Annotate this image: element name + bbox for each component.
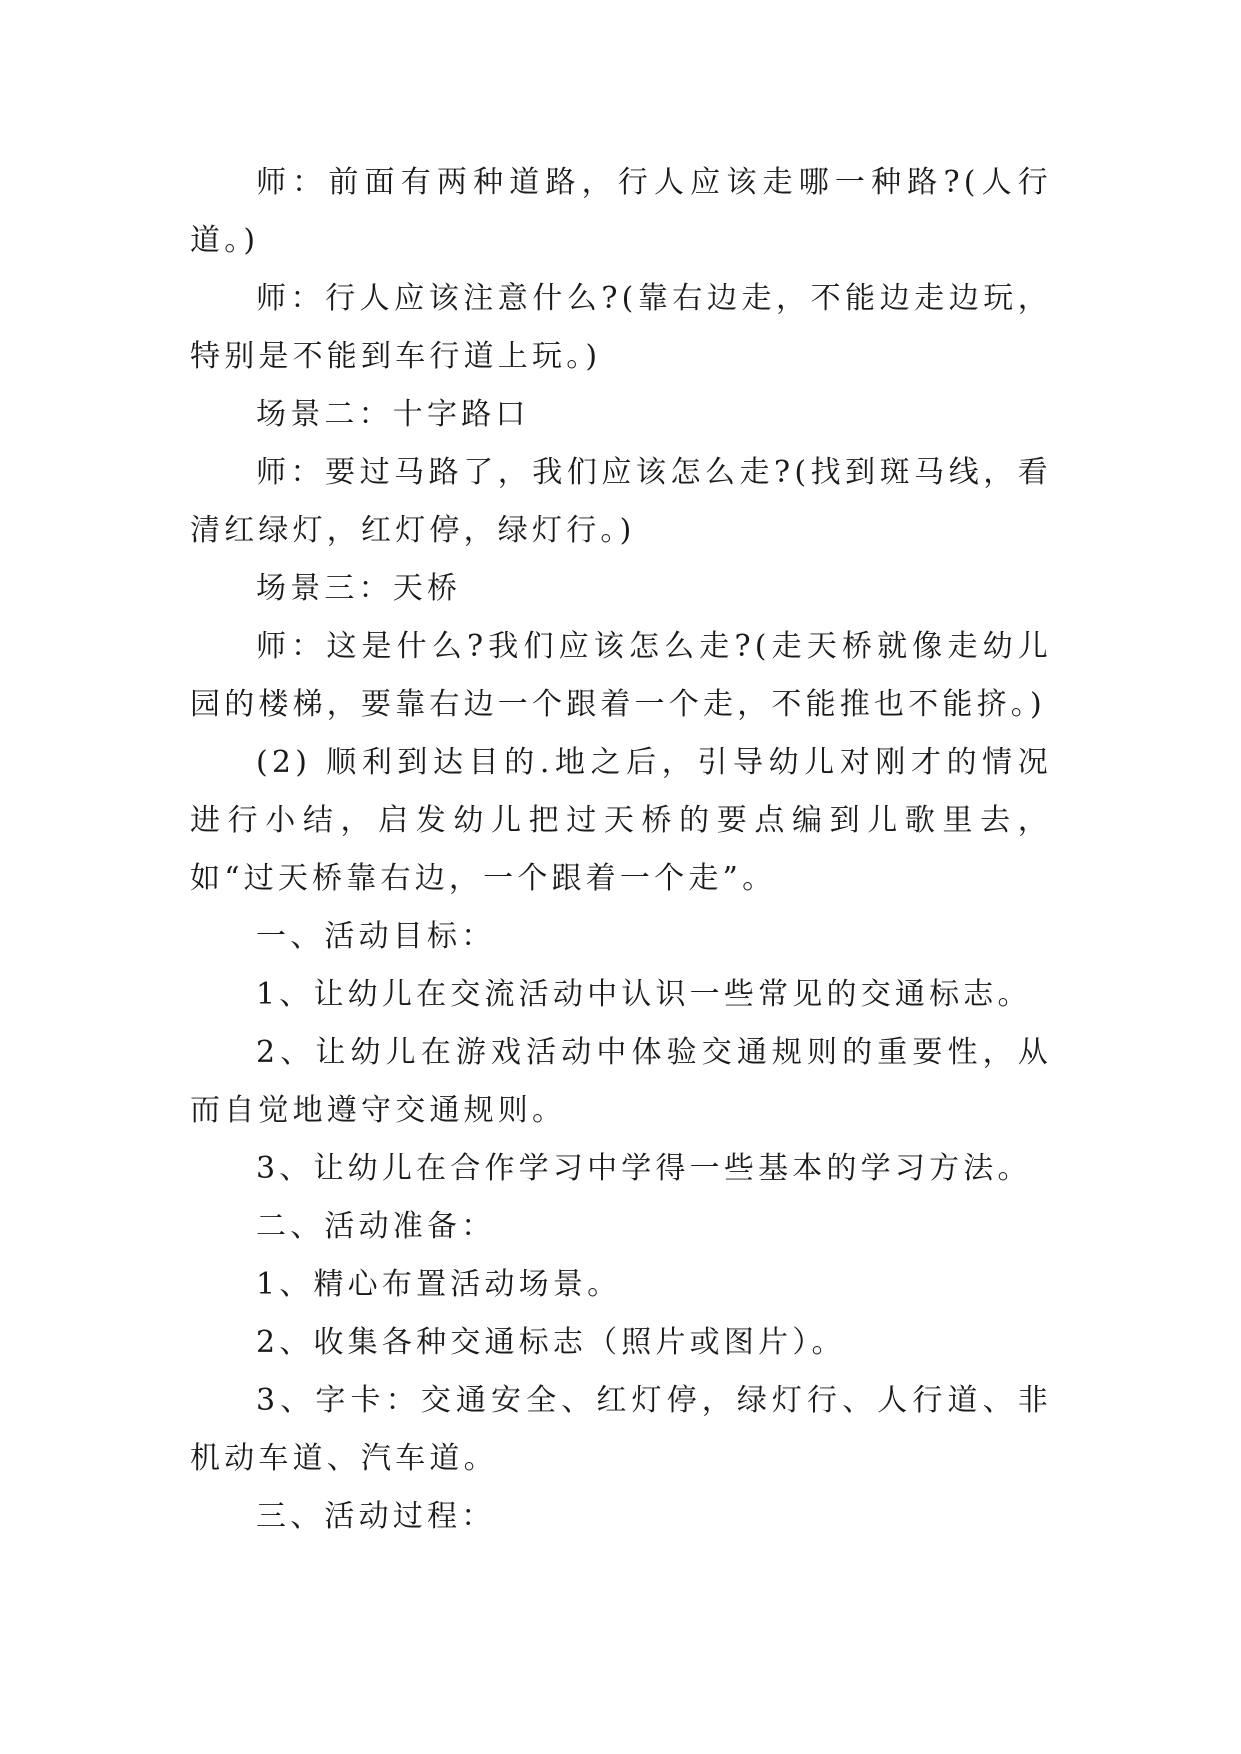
- paragraph-scene-two-heading: 场景二：十字路口: [256, 397, 530, 432]
- section-heading-activity-preparation: 二、活动准备：: [256, 1209, 496, 1244]
- preparation-item-3: 3、字卡：交通安全、红灯停，绿灯行、人行道、非机动车道、汽车道。: [190, 1383, 1052, 1476]
- section-heading-activity-process: 三、活动过程：: [256, 1499, 496, 1534]
- paragraph-teacher-pedestrian-attention: 师：行人应该注意什么?(靠右边走，不能边走边玩，特别是不能到车行道上玩。): [190, 281, 1052, 374]
- paragraph-teacher-overpass: 师：这是什么?我们应该怎么走?(走天桥就像走幼儿园的楼梯，要靠右边一个跟着一个走，不能推也不能挤。): [190, 629, 1052, 722]
- preparation-item-1: 1、精心布置活动场景。: [256, 1267, 622, 1302]
- goal-item-2: 2、让幼儿在游戏活动中体验交通规则的重要性，从而自觉地遵守交通规则。: [190, 1035, 1052, 1128]
- paragraph-teacher-crossing-road: 师：要过马路了，我们应该怎么走?(找到斑马线，看清红绿灯，红灯停，绿灯行。): [190, 455, 1052, 548]
- paragraph-summary-nursery-rhyme: (2) 顺利到达目的.地之后，引导幼儿对刚才的情况进行小结，启发幼儿把过天桥的要点编到儿歌里去，如“过天桥靠右边，一个跟着一个走”。: [190, 745, 1052, 896]
- goal-item-1: 1、让幼儿在交流活动中认识一些常见的交通标志。: [256, 977, 1032, 1012]
- section-heading-activity-goals: 一、活动目标：: [256, 919, 496, 954]
- preparation-item-2: 2、收集各种交通标志（照片或图片）。: [256, 1325, 846, 1360]
- document-body: [190, 154, 1052, 1546]
- paragraph-scene-three-heading: 场景三：天桥: [256, 571, 462, 606]
- goal-item-3: 3、让幼儿在合作学习中学得一些基本的学习方法。: [256, 1151, 1032, 1186]
- paragraph-teacher-road-choice: 师：前面有两种道路，行人应该走哪一种路?(人行道。): [190, 165, 1052, 258]
